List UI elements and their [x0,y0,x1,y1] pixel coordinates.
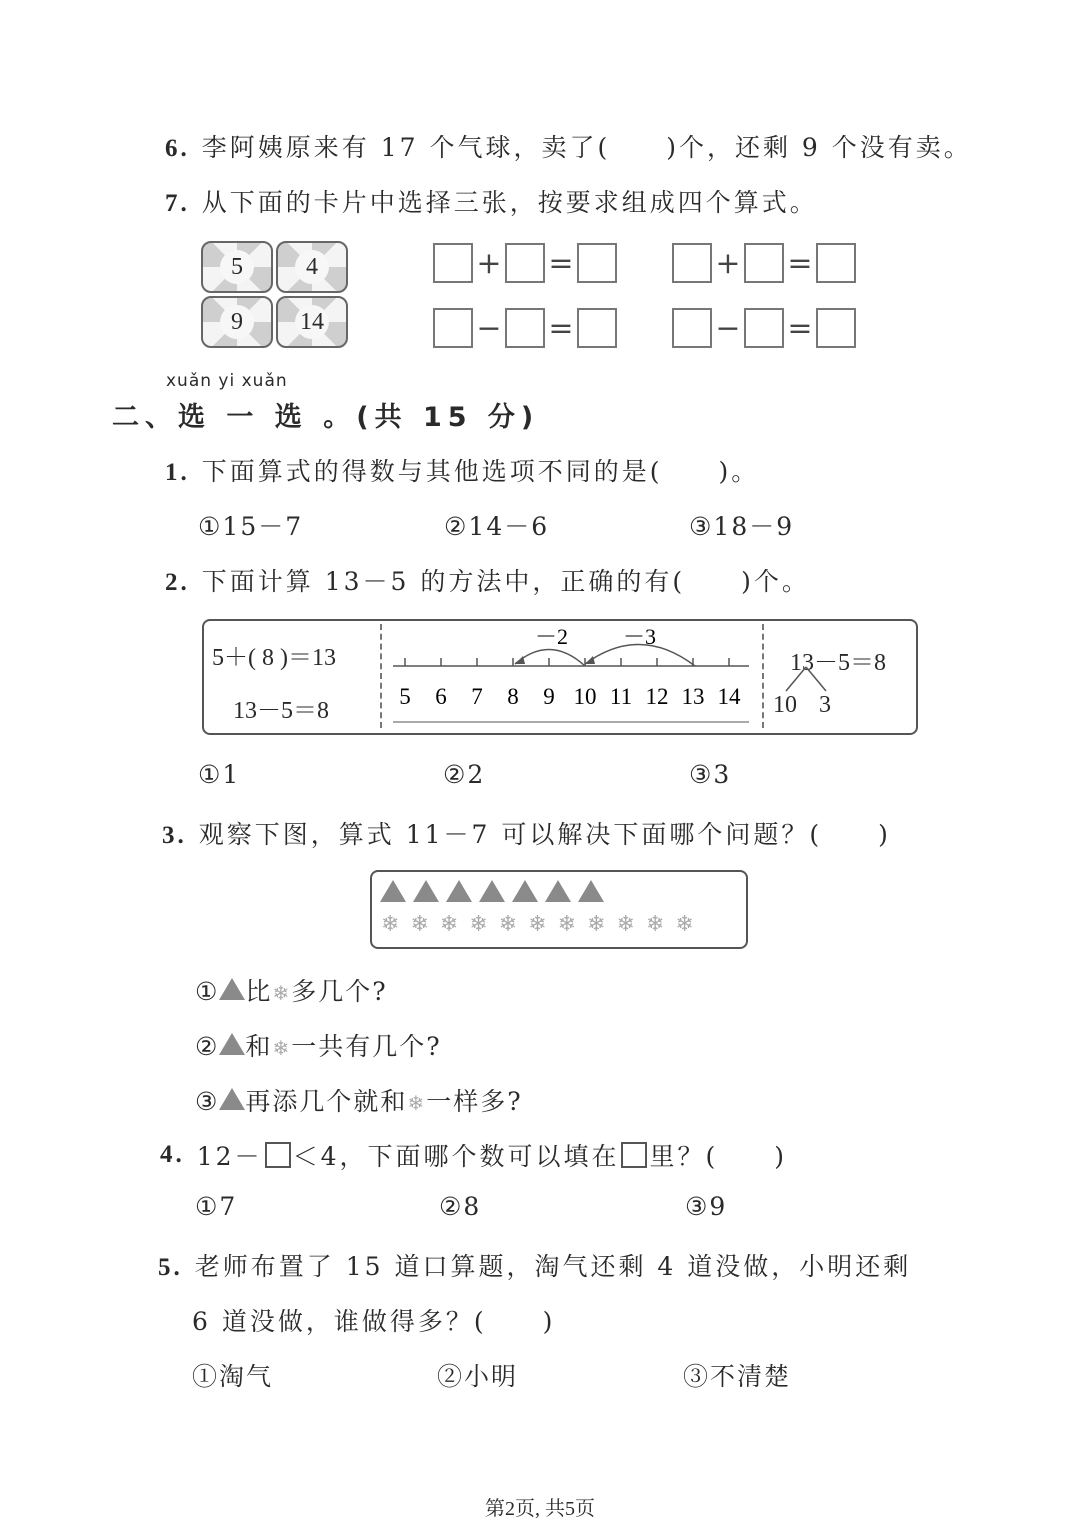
triangle-icon [446,880,472,902]
mc-question-2: 2. 下面计算 13－5 的方法中，正确的有( )个。 [165,567,810,596]
option[interactable]: ②14－6 [444,512,550,541]
triangle-icon [578,880,604,902]
question-7: 7. 从下面的卡片中选择三张，按要求组成四个算式。 [165,188,818,217]
split-lines [778,665,838,695]
triangle-icon [545,880,571,902]
subtraction-template: − = [672,308,856,348]
option[interactable]: ③9 [685,1192,728,1221]
number-card: 14 [276,296,348,348]
snowflake-icon: ❄ [616,912,635,937]
tick-label: 13 [681,684,705,709]
addition-template: + = [433,243,617,283]
snowflake-icon: ❄ [587,912,606,937]
answer-box[interactable] [577,308,617,348]
answer-box[interactable] [433,243,473,283]
triangle-row [380,880,604,902]
split-part: 3 [819,692,831,718]
tick-label: 14 [717,684,741,709]
divider [380,624,382,728]
tick-label: 7 [471,684,483,709]
tick-label: 9 [543,684,555,709]
triangle-icon [219,1033,245,1055]
triangle-icon [219,1088,245,1110]
answer-box[interactable] [577,243,617,283]
answer-box[interactable] [744,308,784,348]
number-card: 9 [201,296,273,348]
mc-question-3: 3. 观察下图，算式 11－7 可以解决下面哪个问题？( ) [162,820,891,849]
number-card: 4 [276,241,348,293]
option[interactable]: ②小明 [437,1362,519,1391]
tick-label: 5 [399,684,411,709]
triangle-icon [479,880,505,902]
addition-template: + = [672,243,856,283]
split-part: 10 [773,692,797,718]
snowflake-icon: ❄ [407,1091,427,1115]
snowflake-icon: ❄ [272,1036,292,1060]
option[interactable]: ②8 [439,1192,482,1221]
option[interactable]: ③3 [689,760,732,789]
answer-box[interactable] [672,243,712,283]
snowflake-icon: ❄ [410,912,429,937]
snowflake-icon: ❄ [498,912,518,937]
snowflake-icon: ❄ [469,912,488,937]
snowflake-icon: ❄ [381,912,400,937]
method-3-eq: 13－5＝8 [790,650,886,676]
number-line [385,620,760,730]
arc-label: －3 [623,624,657,649]
tick-label: 8 [507,684,519,709]
tick-label: 10 [573,684,597,709]
subtraction-template: − = [433,308,617,348]
answer-box[interactable] [816,308,856,348]
triangle-icon [219,978,245,1000]
number-card: 5 [201,241,273,293]
section-pinyin: xuǎn yi xuǎn [166,371,288,391]
page-footer: 第2页, 共5页 [485,1498,595,1520]
snowflake-icon: ❄ [645,912,665,937]
triangle-icon [512,880,538,902]
mc-question-4: 4. 12－ ＜4，下面哪个数可以填在 里？( ) [160,1141,787,1171]
mc-question-5-line2: 6 道没做，谁做得多？( ) [192,1307,556,1336]
answer-box[interactable] [816,243,856,283]
arc-label: －2 [535,624,569,649]
answer-box[interactable] [433,308,473,348]
answer-box[interactable] [505,308,545,348]
triangle-icon [413,880,439,902]
option[interactable]: ①7 [195,1192,238,1221]
question-6: 6. 李阿姨原来有 17 个气球，卖了( )个，还剩 9 个没有卖。 [165,133,972,162]
section-title: 二、选 一 选 。(共 15 分) [112,402,540,433]
option[interactable]: ③不清楚 [683,1362,792,1391]
answer-box[interactable] [744,243,784,283]
answer-box[interactable] [505,243,545,283]
mc-question-1: 1. 下面算式的得数与其他选项不同的是( )。 [165,457,760,486]
option[interactable]: ③18－9 [689,512,795,541]
snowflake-row [381,912,694,937]
option[interactable]: ③ 再添几个就和❄一样多? [195,1087,523,1116]
snowflake-icon: ❄ [439,912,459,937]
option[interactable]: ①淘气 [192,1362,274,1391]
snowflake-icon: ❄ [528,912,547,937]
option[interactable]: ② 和❄一共有几个? [195,1032,442,1061]
tick-label: 6 [435,684,447,709]
blank-box [265,1142,291,1168]
method-1-line2: 13－5＝8 [233,698,329,724]
snowflake-icon: ❄ [557,912,577,937]
divider [762,624,764,728]
tick-label: 11 [609,684,633,709]
tick-label: 12 [645,684,669,709]
triangle-icon [380,880,406,902]
option[interactable]: ① 比❄多几个? [195,977,388,1006]
method-1-line1: 5＋( 8 )＝13 [212,645,336,671]
snowflake-icon: ❄ [272,981,292,1005]
answer-box[interactable] [672,308,712,348]
snowflake-icon: ❄ [675,912,694,937]
option[interactable]: ②2 [443,760,486,789]
option[interactable]: ①15－7 [198,512,304,541]
mc-question-5: 5. 老师布置了 15 道口算题，淘气还剩 4 道没做，小明还剩 [158,1252,912,1281]
option[interactable]: ①1 [198,760,241,789]
blank-box [621,1142,647,1168]
